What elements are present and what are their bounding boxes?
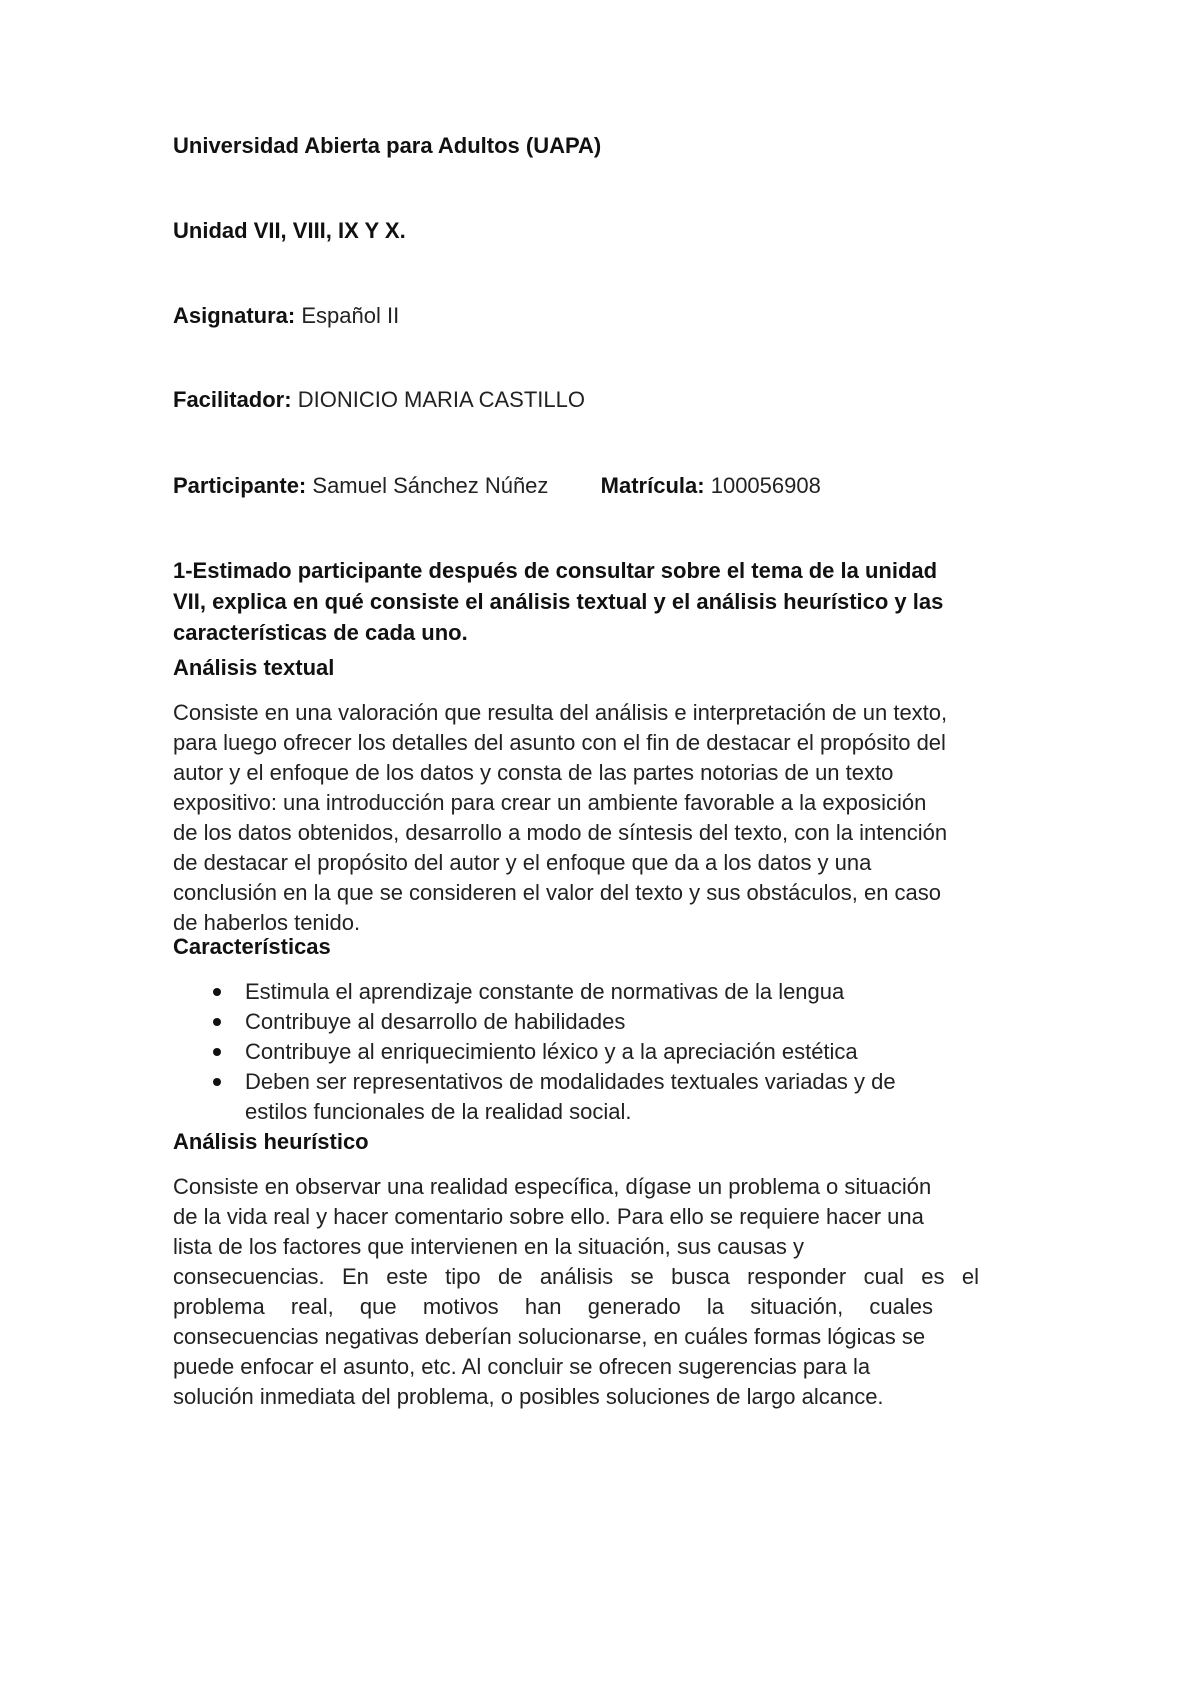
characteristics-title: Características: [173, 934, 331, 959]
question-line: características de cada uno.: [173, 620, 468, 645]
textual-analysis-paragraph: [173, 698, 1035, 938]
subject-line: [173, 301, 399, 331]
paragraph-line: Consiste en observar una realidad específica, dígase un problema o situación: [173, 1174, 932, 1199]
participant-line: [173, 471, 821, 501]
list-item: Estimula el aprendizaje constante de normativas de la lengua: [173, 977, 1033, 1007]
heuristic-analysis-paragraph: [173, 1172, 1035, 1412]
participant-value: Samuel Sánchez Núñez: [312, 473, 549, 498]
participant-label: Participante:: [173, 473, 307, 498]
list-item: Deben ser representativos de modalidades textuales variadas y de estilos funcionales de la realidad social.: [173, 1067, 1033, 1127]
bullet-icon: [213, 1048, 221, 1056]
paragraph-line: de haberlos tenido.: [173, 910, 361, 935]
paragraph-line: expositivo: una introducción para crear un ambiente favorable a la exposición: [173, 790, 927, 815]
subject-value: Español II: [301, 303, 400, 328]
textual-analysis-title: Análisis textual: [173, 655, 335, 680]
paragraph-line: conclusión en la que se consideren el valor del texto y sus obstáculos, en caso: [173, 880, 942, 905]
paragraph-line: puede enfocar el asunto, etc. Al concluir se ofrecen sugerencias para la: [173, 1354, 871, 1379]
paragraph-line: consecuencias negativas deberían solucionarse, en cuáles formas lógicas se: [173, 1324, 926, 1349]
list-item: Contribuye al desarrollo de habilidades: [173, 1007, 1033, 1037]
paragraph-line: de la vida real y hacer comentario sobre ello. Para ello se requiere hacer una: [173, 1204, 924, 1229]
university-title: Universidad Abierta para Adultos (UAPA): [173, 133, 602, 158]
list-item: Contribuye al enriquecimiento léxico y a la apreciación estética: [173, 1037, 1033, 1067]
units-line: Unidad VII, VIII, IX Y X.: [173, 218, 406, 243]
bullet-icon: [213, 988, 221, 996]
paragraph-line: para luego ofrecer los detalles del asunto con el fin de destacar el propósito del: [173, 730, 946, 755]
facilitator-line: [173, 385, 585, 415]
heuristic-analysis-title: Análisis heurístico: [173, 1129, 369, 1154]
bullet-icon: [213, 1018, 221, 1026]
paragraph-line: lista de los factores que intervienen en la situación, sus causas y: [173, 1234, 805, 1259]
enrollment-value: 100056908: [710, 473, 821, 498]
question-line: 1-Estimado participante después de consultar sobre el tema de la unidad: [173, 558, 938, 583]
paragraph-line: autor y el enfoque de los datos y consta de las partes notorias de un texto: [173, 760, 894, 785]
paragraph-line: consecuencias. En este tipo de análisis se busca responder cual es el: [173, 1264, 979, 1289]
question-line: VII, explica en qué consiste el análisis textual y el análisis heurístico y las: [173, 589, 944, 614]
subject-label: Asignatura:: [173, 303, 296, 328]
enrollment-label: Matrícula:: [600, 473, 705, 498]
facilitator-label: Facilitador:: [173, 387, 292, 412]
paragraph-line: solución inmediata del problema, o posibles soluciones de largo alcance.: [173, 1384, 884, 1409]
characteristics-list: [173, 977, 1033, 1127]
paragraph-line: de los datos obtenidos, desarrollo a modo de síntesis del texto, con la intención: [173, 820, 948, 845]
facilitator-value: DIONICIO MARIA CASTILLO: [297, 387, 585, 412]
paragraph-line: problema real, que motivos han generado la situación, cuales: [173, 1294, 933, 1319]
question-heading: [173, 555, 1043, 648]
paragraph-line: Consiste en una valoración que resulta del análisis e interpretación de un texto,: [173, 700, 948, 725]
paragraph-line: de destacar el propósito del autor y el enfoque que da a los datos y una: [173, 850, 872, 875]
bullet-icon: [213, 1078, 221, 1086]
